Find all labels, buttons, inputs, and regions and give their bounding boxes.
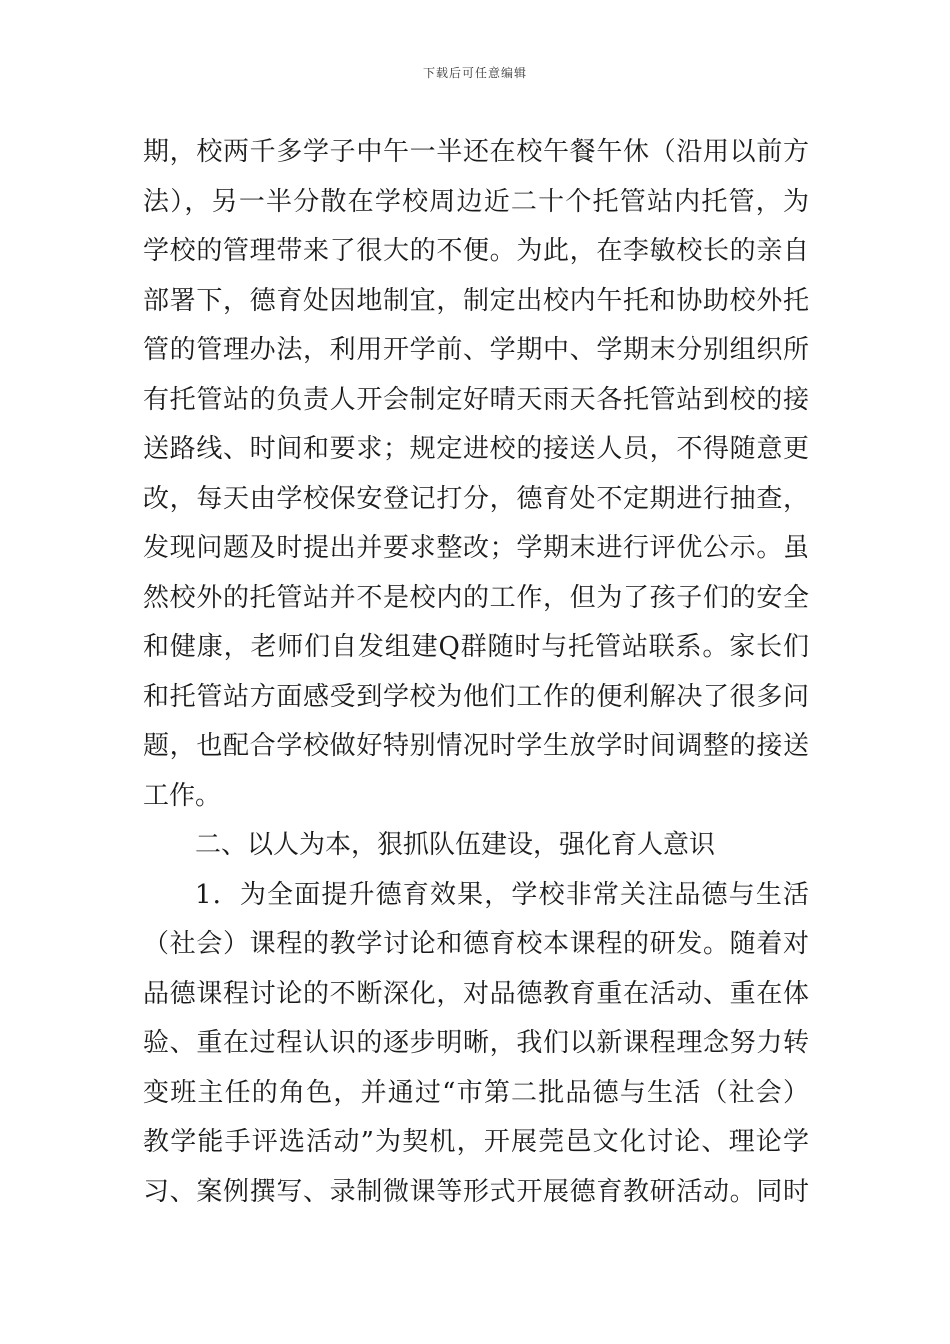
paragraph-line: 学校的管理带来了很大的不便。为此，在李敏校长的亲自 <box>143 236 809 266</box>
paragraph-line: 期，校两千多学子中午一半还在校午餐午休（沿用以前方 <box>143 137 809 167</box>
paragraph-line: 工作。 <box>143 780 222 811</box>
document-body <box>143 128 809 1217</box>
section-heading: 二、以人为本，狠抓队伍建设，强化育人意识 <box>195 830 716 860</box>
paragraph-line: 有托管站的负责人开会制定好晴天雨天各托管站到校的接 <box>143 384 809 415</box>
paragraph-line: 改，每天由学校保安登记打分，德育处不定期进行抽查， <box>143 483 809 514</box>
paragraph-line: 送路线、时间和要求；规定进校的接送人员，不得随意更 <box>143 434 809 464</box>
paragraph-line: 1．为全面提升德育效果，学校非常关注品德与生活 <box>195 879 809 910</box>
paragraph-line: 管的管理办法，利用开学前、学期中、学期末分别组织所 <box>143 335 809 365</box>
paragraph-line: 和托管站方面感受到学校为他们工作的便利解决了很多问 <box>143 681 809 712</box>
page-header-note: 下载后可任意编辑 <box>422 66 527 80</box>
paragraph-line: 验、重在过程认识的逐步明晰，我们以新课程理念努力转 <box>143 1028 809 1058</box>
paragraph-line: 教学能手评选活动”为契机，开展莞邑文化讨论、理论学 <box>143 1127 809 1157</box>
paragraph-line: 品德课程讨论的不断深化，对品德教育重在活动、重在体 <box>143 978 809 1009</box>
paragraph-line: 变班主任的角色，并通过“市第二批品德与生活（社会） <box>143 1077 809 1108</box>
paragraph-line: 然校外的托管站并不是校内的工作，但为了孩子们的安全 <box>143 582 809 613</box>
paragraph-line: 部署下，德育处因地制宜，制定出校内午托和协助校外托 <box>143 285 809 316</box>
paragraph-line: 题，也配合学校做好特别情况时学生放学时间调整的接送 <box>143 731 809 761</box>
paragraph-line: 和健康，老师们自发组建Q群随时与托管站联系。家长们 <box>143 632 809 662</box>
paragraph-line: 习、案例撰写、录制微课等形式开展德育教研活动。同时 <box>143 1176 809 1207</box>
paragraph-line: 法），另一半分散在学校周边近二十个托管站内托管，为 <box>143 186 809 217</box>
paragraph-line: （社会）课程的教学讨论和德育校本课程的研发。随着对 <box>143 929 809 959</box>
paragraph-line: 发现问题及时提出并要求整改；学期末进行评优公示。虽 <box>143 533 809 563</box>
